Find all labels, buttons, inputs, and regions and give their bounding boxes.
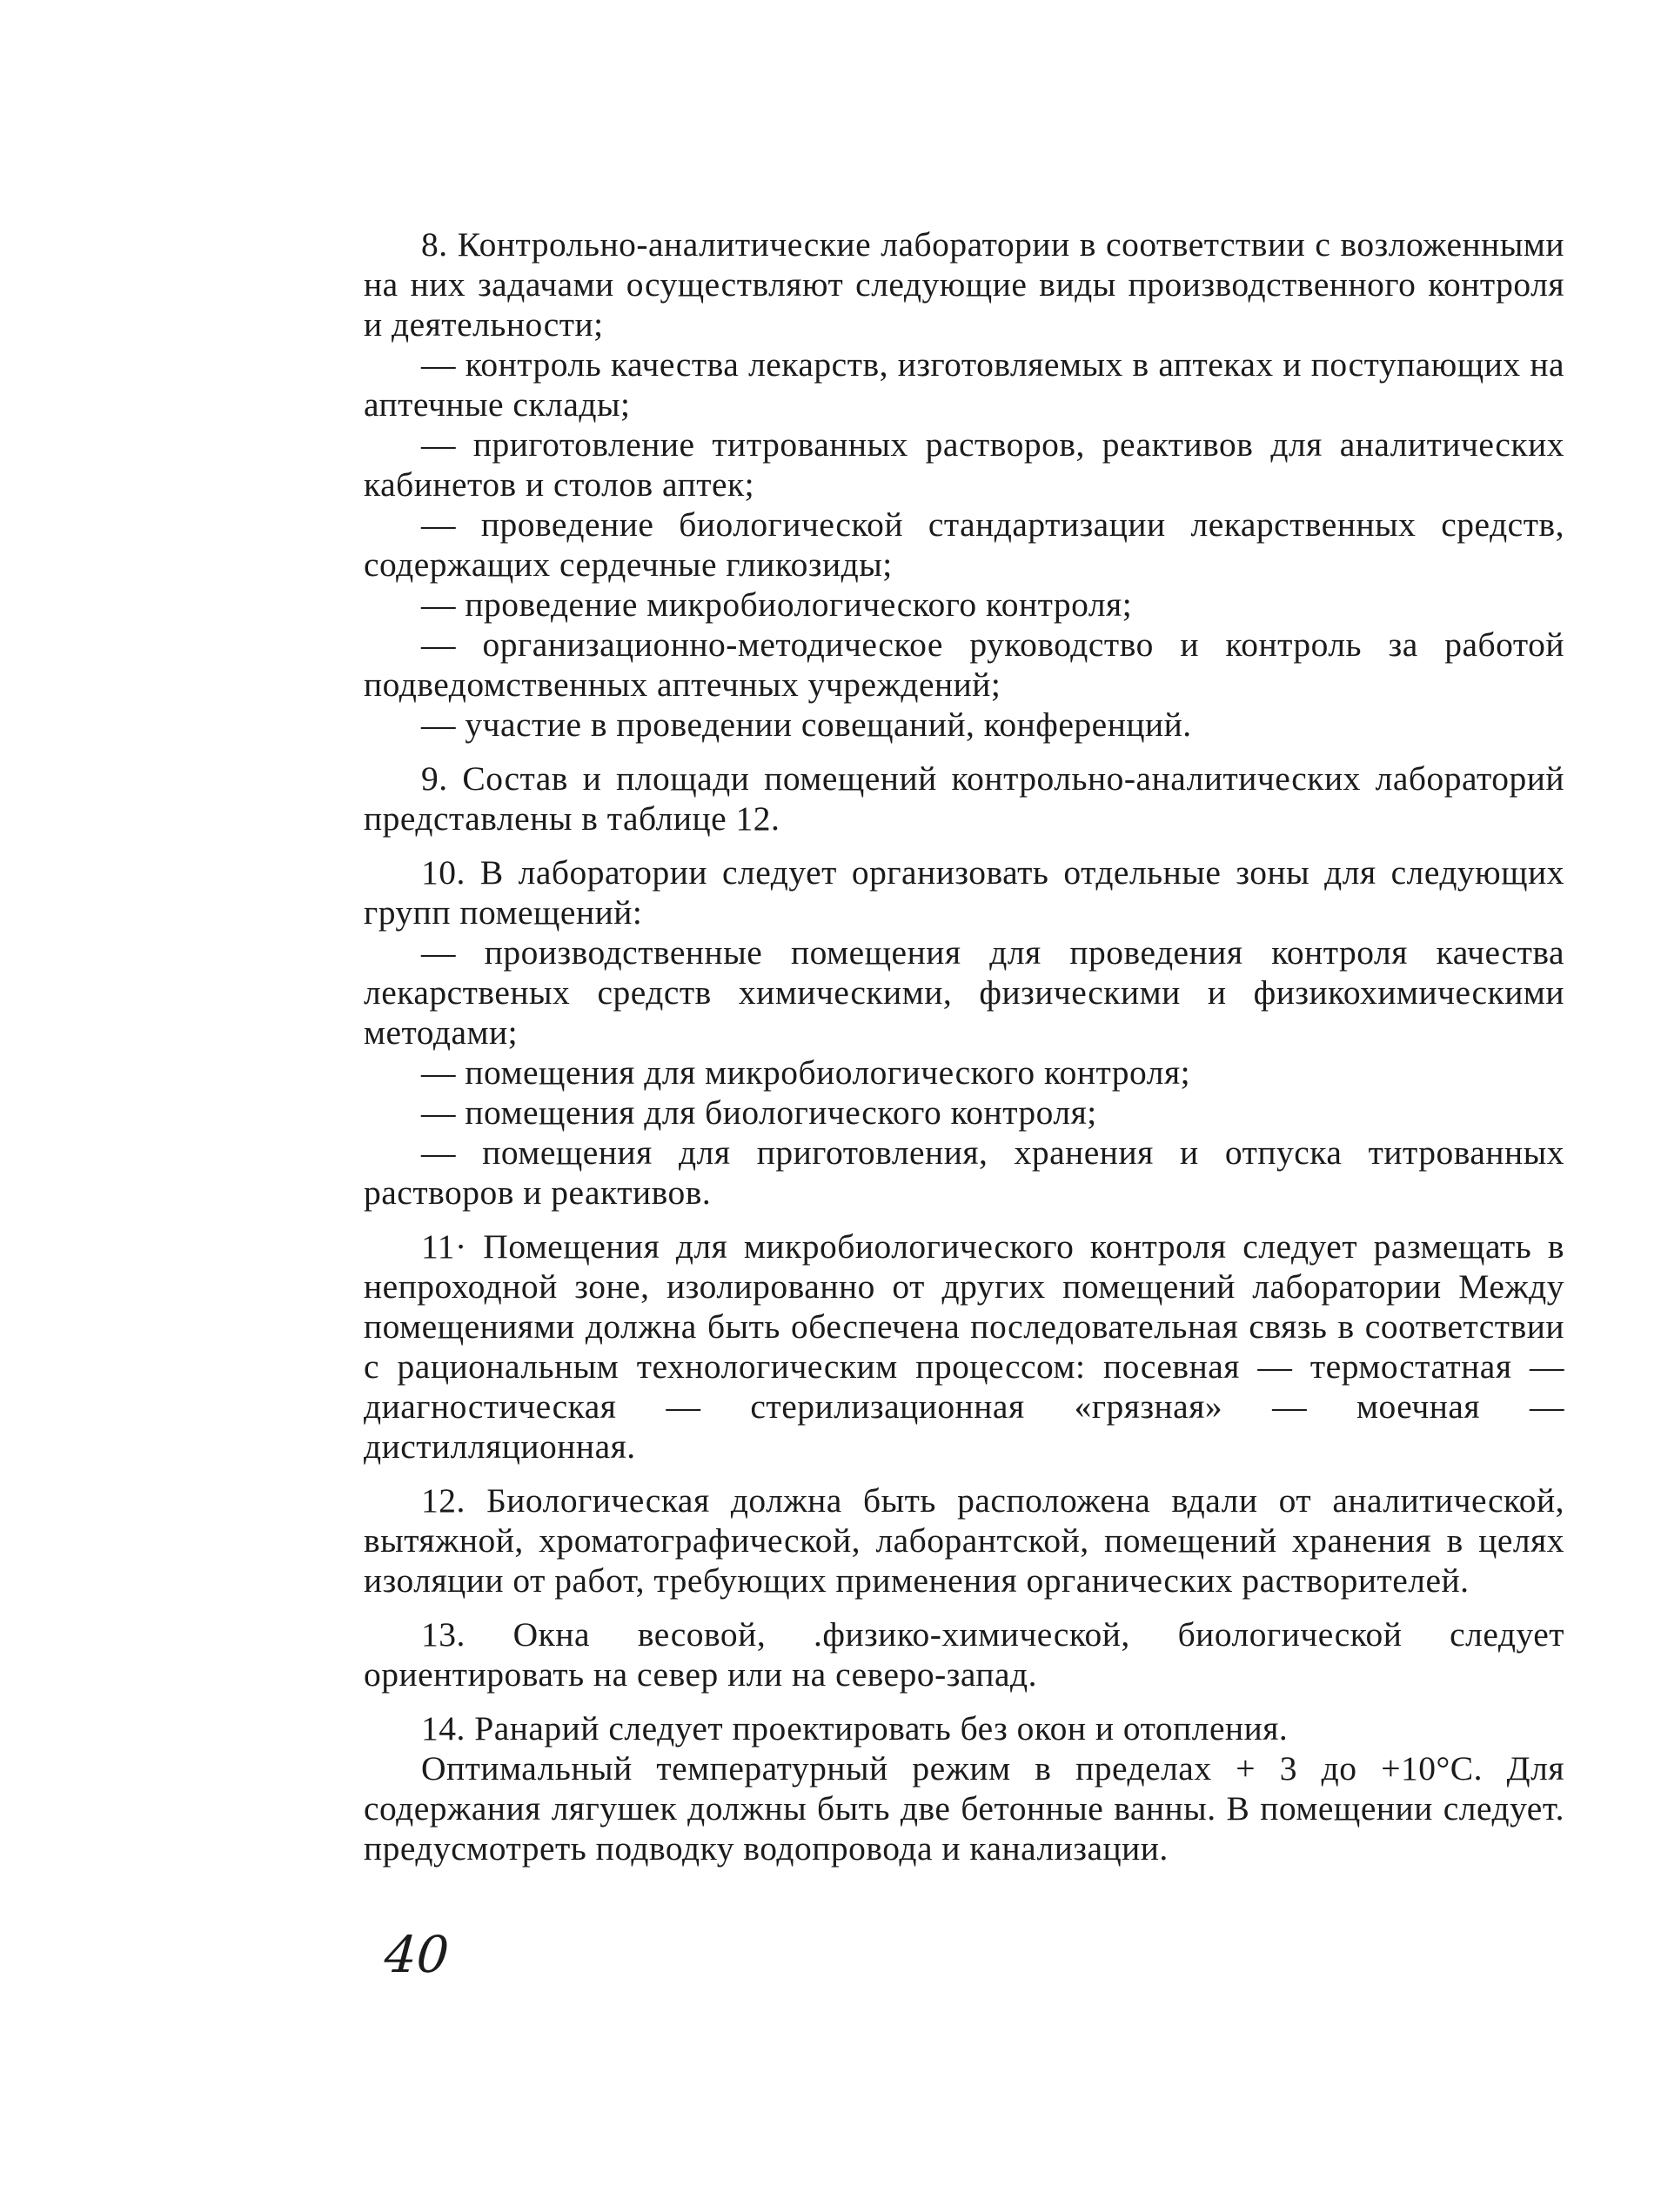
paragraph-9: 9. Состав и площади помещений контрольно-аналитических лабораторий представлены в таблице 12. (364, 759, 1564, 838)
body-text (364, 224, 1564, 1868)
paragraph-14: 14. Ранарий следует проектировать без окон и отопления. (421, 1709, 1289, 1748)
page-number: 40 (382, 1925, 452, 1984)
paragraph-8: 8. Контрольно-аналитические лаборатории в соответствии с возложенными на них задачами осуществляют следующие виды производственного контроля и деятельности; (364, 225, 1564, 344)
list-item: — контроль качества лекарств, изготовляемых в аптеках и поступающих на аптечные склады; (364, 345, 1564, 424)
list-item: — помещения для микробиологического контроля; (421, 1053, 1191, 1092)
list-item: — помещения для биологического контроля; (421, 1093, 1097, 1132)
list-item: — проведение биологической стандартизации лекарственных средств, содержащих сердечные гликозиды; (364, 505, 1564, 584)
paragraph-11: 11· Помещения для микробиологического контроля следует размещать в непроходной зоне, изолированно от других помещений лаборатории Между помещениями должна быть обеспечена последовательная связь в соответствии с рациональным технологическим процессом: посевная — термостатная — диагностическая — стерилизационная «грязная» — моечная — дистилляционная. (364, 1227, 1564, 1466)
paragraph-14-continuation: Оптимальный температурный режим в пределах + 3 до +10°С. Для содержания лягушек должны быть две бетонные ванны. В помещении следует. предусмотреть подводку водопровода и канализации. (364, 1749, 1564, 1868)
list-item: — организационно-методическое руководство и контроль за работой подведомственных аптечных учреждений; (364, 625, 1564, 704)
list-item: — проведение микробиологического контроля; (421, 585, 1133, 624)
paragraph-10: 10. В лаборатории следует организовать отдельные зоны для следующих групп помещений: (364, 853, 1564, 932)
list-item: — приготовление титрованных растворов, реактивов для аналитических кабинетов и столов аптек; (364, 425, 1564, 504)
list-item: — производственные помещения для проведения контроля качества лекарственых средств химическими, физическими и физикохимическими методами; (364, 933, 1564, 1052)
paragraph-12: 12. Биологическая должна быть расположена вдали от аналитической, вытяжной, хроматографической, лаборантской, помещений хранения в целях изоляции от работ, требующих применения органических растворителей. (364, 1481, 1564, 1600)
list-item: — участие в проведении совещаний, конференций. (421, 705, 1192, 744)
list-item: — помещения для приготовления, хранения и отпуска титрованных растворов и реактивов. (364, 1133, 1564, 1212)
paragraph-13: 13. Окна весовой, .физико-химической, биологической следует ориентировать на север или на северо-запад. (364, 1615, 1564, 1694)
